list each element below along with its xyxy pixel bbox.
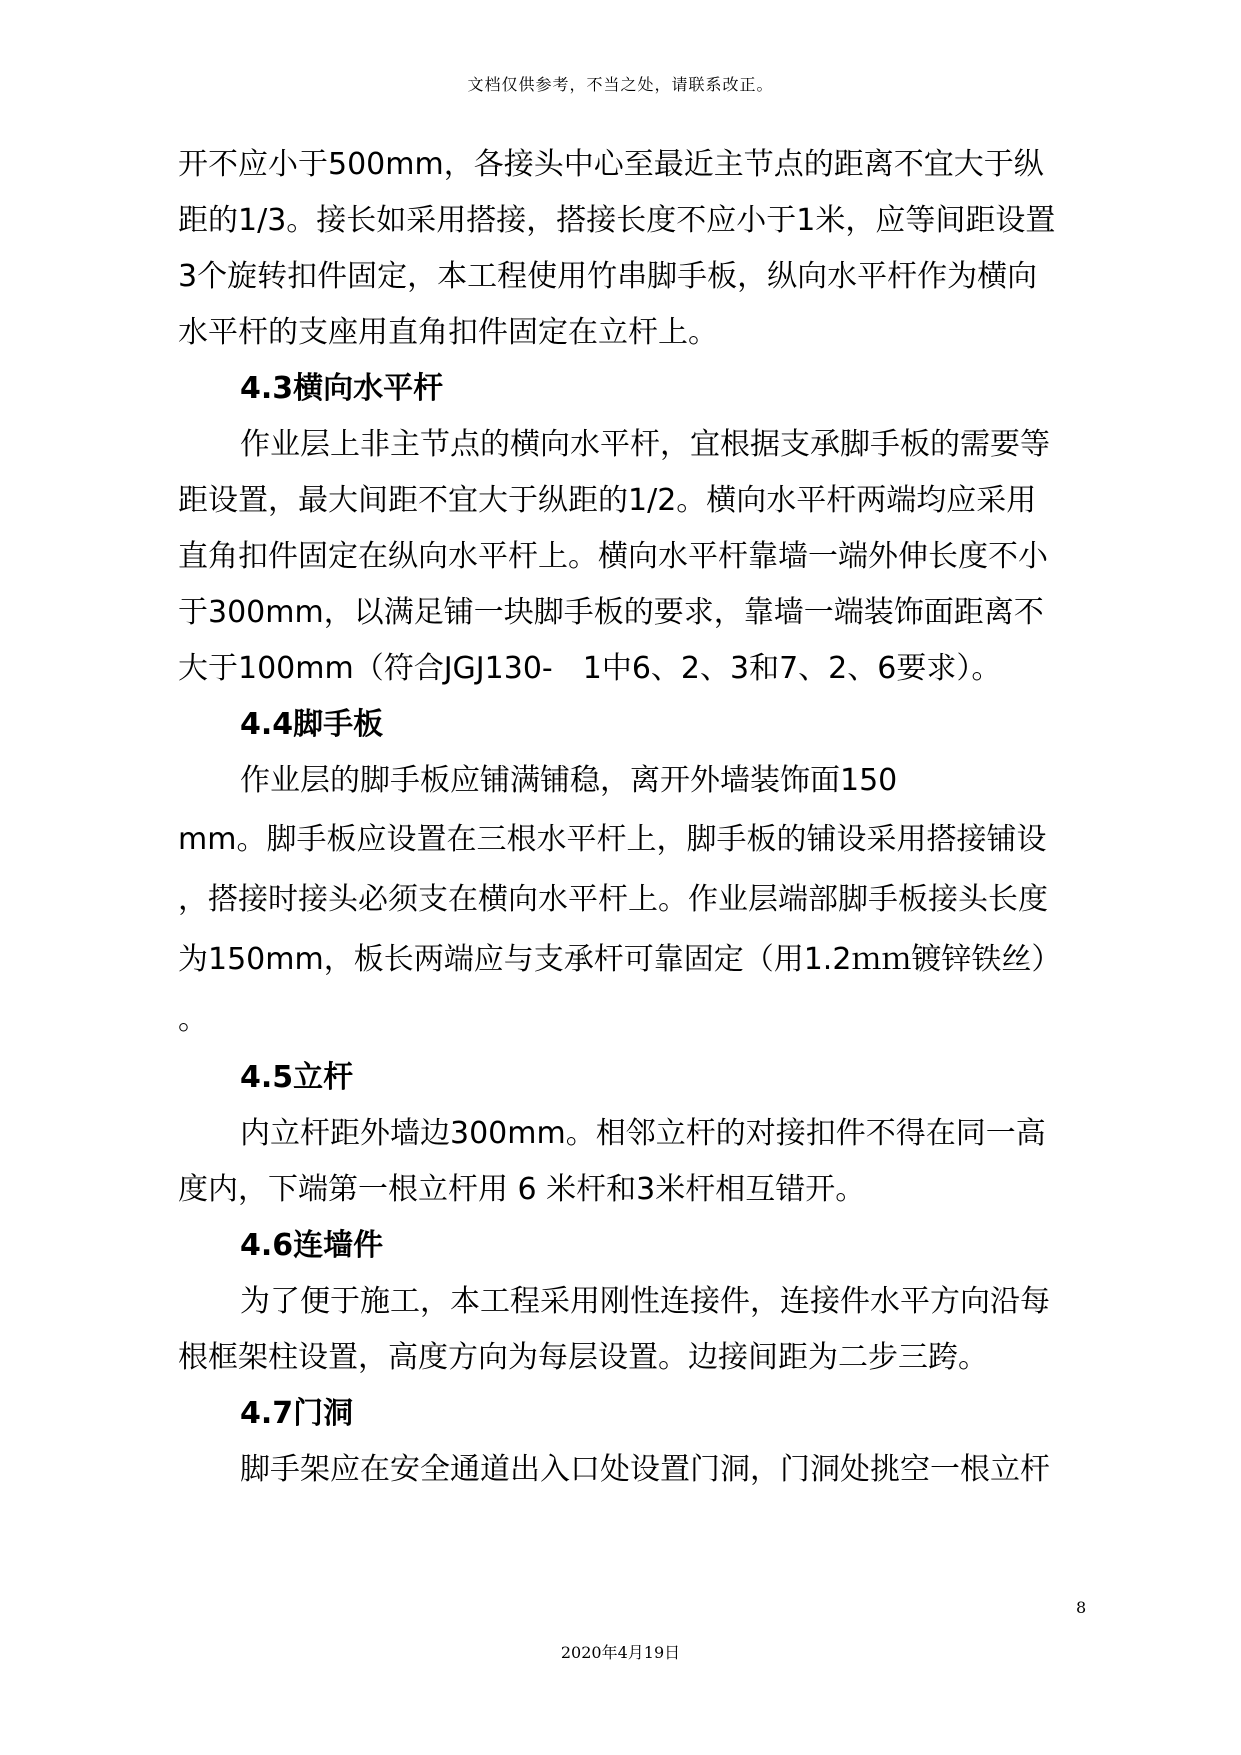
body-text-line: 脚手架应在安全通道出入口处设置门洞，门洞处挑空一根立杆 [240,1452,1050,1487]
body-text-line: mm。脚手板应设置在三根水平杆上，脚手板的铺设采用搭接铺设 [178,822,1047,857]
body-text-line: 距设置，最大间距不宜大于纵距的1/2。横向水平杆两端均应采用 [178,483,1037,518]
section-heading-4-7: 4.7门洞 [240,1396,354,1431]
section-heading-4-5: 4.5立杆 [240,1060,354,1095]
body-text-line: 大于100mm（符合JGJ130- 1中6、2、3和7、2、6要求）。 [178,651,1002,686]
section-heading-4-6: 4.6连墙件 [240,1228,384,1263]
body-text-line: ，搭接时接头必须支在横向水平杆上。作业层端部脚手板接头长度 [178,882,1048,917]
page-number: 8 [1076,1598,1087,1617]
body-text-line: 内立杆距外墙边300mm。相邻立杆的对接扣件不得在同一高 [240,1116,1046,1151]
body-text-line: 水平杆的支座用直角扣件固定在立杆上。 [178,315,718,350]
section-heading-4-3: 4.3横向水平杆 [240,371,444,406]
header-notice: 文档仅供参考，不当之处，请联系改正。 [467,75,774,94]
body-text-line: 。 [178,1002,208,1037]
body-text-line: 根框架柱设置，高度方向为每层设置。边接间距为二步三跨。 [178,1340,988,1375]
body-text-line: 于300mm，以满足铺一块脚手板的要求，靠墙一端装饰面距离不 [178,595,1044,630]
body-text-line: 距的1/3。接长如采用搭接，搭接长度不应小于1米，应等间距设置 [178,203,1056,238]
body-text-line: 直角扣件固定在纵向水平杆上。横向水平杆靠墙一端外伸长度不小 [178,539,1048,574]
section-heading-4-4: 4.4脚手板 [240,707,384,742]
footer-date: 2020年4月19日 [560,1643,681,1662]
body-text-line: 作业层的脚手板应铺满铺稳，离开外墙装饰面150 [240,763,898,798]
body-text-line: 作业层上非主节点的横向水平杆，宜根据支承脚手板的需要等 [240,427,1050,462]
body-text-line: 为了便于施工，本工程采用刚性连接件，连接件水平方向沿每 [240,1284,1050,1319]
body-text-line: 度内，下端第一根立杆用 6 米杆和3米杆相互错开。 [178,1172,866,1207]
body-text-line: 开不应小于500mm，各接头中心至最近主节点的距离不宜大于纵 [178,147,1044,182]
body-text-line: 为150mm，板长两端应与支承杆可靠固定（用1.2ｍｍ镀锌铁丝） [178,942,1062,977]
body-text-line: 3个旋转扣件固定，本工程使用竹串脚手板，纵向水平杆作为横向 [178,259,1038,294]
